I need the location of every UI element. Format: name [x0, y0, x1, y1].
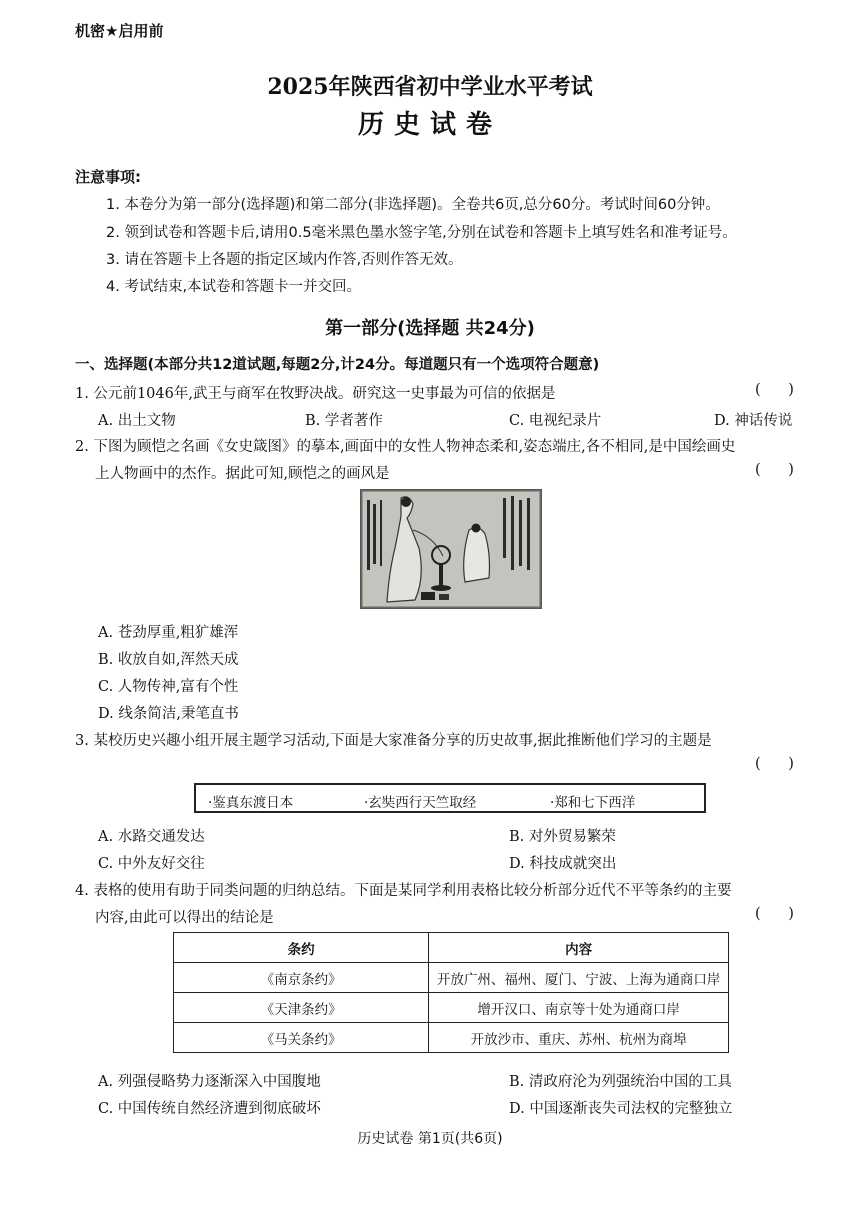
- story-box: [194, 783, 706, 813]
- table-cell-treaty: 《南京条约》: [174, 963, 429, 993]
- table-row: [174, 993, 729, 1023]
- notice-item: 3. 请在答题卡上各题的指定区域内作答,否则作答无效。: [106, 252, 463, 268]
- exam-subtitle: 历史试卷: [357, 110, 502, 140]
- table-cell-treaty: 《天津条约》: [174, 993, 429, 1023]
- q4-option-d: D. 中国逐渐丧失司法权的完整独立: [509, 1101, 733, 1117]
- notice-heading: 注意事项:: [75, 168, 141, 186]
- table-cell-treaty: 《马关条约》: [174, 1023, 429, 1053]
- question-3-stem: 3. 某校历史兴趣小组开展主题学习活动,下面是大家准备分享的历史故事,据此推断他们学习的主题是: [75, 733, 712, 749]
- q4-option-b: B. 清政府沦为列强统治中国的工具: [509, 1074, 732, 1090]
- q3-option-c: C. 中外友好交往: [98, 856, 205, 872]
- answer-paren: ( ): [755, 382, 794, 398]
- notice-item: 2. 领到试卷和答题卡后,请用0.5毫米黑色墨水签字笔,分别在试卷和答题卡上填写姓名和准考证号。: [106, 225, 737, 241]
- q2-option-b: B. 收放自如,浑然天成: [98, 652, 239, 668]
- question-4-stem-line1: 4. 表格的使用有助于同类问题的归纳总结。下面是某同学利用表格比较分析部分近代不平等条约的主要: [75, 883, 732, 899]
- confidential-label: 机密★启用前: [75, 22, 164, 40]
- q1-option-d: D. 神话传说: [714, 413, 793, 429]
- q4-option-c: C. 中国传统自然经济遭到彻底破坏: [98, 1101, 321, 1117]
- notice-item: 1. 本卷分为第一部分(选择题)和第二部分(非选择题)。全卷共6页,总分60分。考试时间60分钟。: [106, 197, 720, 213]
- table-cell-content: 增开汉口、南京等十处为通商口岸: [429, 993, 729, 1023]
- question-2-stem-line1: 2. 下图为顾恺之名画《女史箴图》的摹本,画面中的女性人物神态柔和,姿态端庄,各不相同,是中国绘画史: [75, 439, 736, 455]
- story-item: ·鉴真东渡日本: [208, 795, 294, 811]
- table-row: [174, 963, 729, 993]
- answer-paren: ( ): [755, 906, 794, 922]
- q2-option-c: C. 人物传神,富有个性: [98, 679, 239, 695]
- table-row: [174, 1023, 729, 1053]
- answer-paren: ( ): [755, 462, 794, 478]
- exam-title: 2025年陕西省初中学业水平考试: [267, 74, 593, 100]
- notice-item: 4. 考试结束,本试卷和答题卡一并交回。: [106, 279, 362, 295]
- question-2-stem-line2: 上人物画中的杰作。据此可知,顾恺之的画风是: [95, 466, 390, 482]
- q2-option-d: D. 线条简洁,秉笔直书: [98, 706, 239, 722]
- q2-option-a: A. 苍劲厚重,粗犷雄浑: [98, 625, 239, 641]
- q1-option-c: C. 电视纪录片: [509, 413, 602, 429]
- table-header-treaty: 条约: [174, 933, 429, 963]
- q1-option-b: B. 学者著作: [305, 413, 383, 429]
- q3-option-b: B. 对外贸易繁荣: [509, 829, 616, 845]
- table-cell-content: 开放沙市、重庆、苏州、杭州为商埠: [429, 1023, 729, 1053]
- answer-paren: ( ): [755, 756, 794, 772]
- q4-option-a: A. 列强侵略势力逐渐深入中国腹地: [98, 1074, 321, 1090]
- section-heading: 一、选择题(本部分共12道试题,每题2分,计24分。每道题只有一个选项符合题意): [75, 357, 600, 373]
- q3-option-a: A. 水路交通发达: [98, 829, 205, 845]
- question-1-stem: 1. 公元前1046年,武王与商军在牧野决战。研究这一史事最为可信的依据是: [75, 386, 556, 402]
- part-title: 第一部分(选择题 共24分): [325, 318, 535, 339]
- question-4-stem-line2: 内容,由此可以得出的结论是: [95, 910, 274, 926]
- nushizhen-painting-image: [360, 489, 542, 609]
- table-header-row: [174, 933, 729, 963]
- story-item: ·玄奘西行天竺取经: [364, 795, 477, 811]
- story-item: ·郑和七下西洋: [550, 795, 636, 811]
- page-footer: 历史试卷 第1页(共6页): [357, 1131, 503, 1147]
- treaty-table: [173, 932, 729, 1053]
- table-cell-content: 开放广州、福州、厦门、宁波、上海为通商口岸: [429, 963, 729, 993]
- q3-option-d: D. 科技成就突出: [509, 856, 617, 872]
- table-header-content: 内容: [429, 933, 729, 963]
- q1-option-a: A. 出土文物: [98, 413, 176, 429]
